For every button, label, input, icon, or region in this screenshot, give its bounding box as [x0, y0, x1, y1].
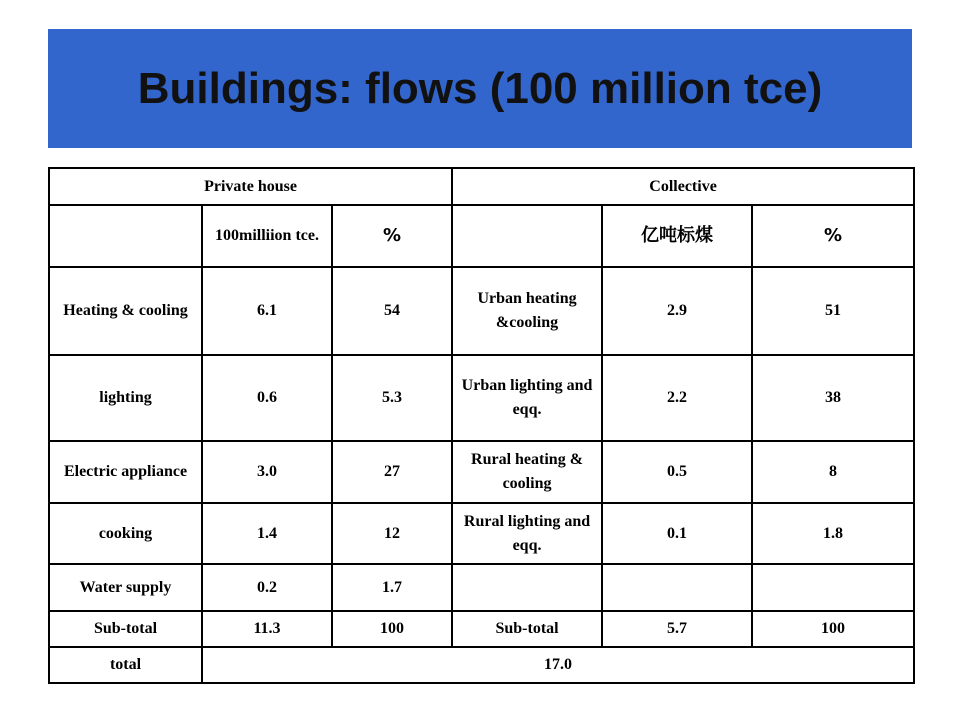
private-value: 0.2	[202, 564, 332, 611]
collective-subtotal-value: 5.7	[602, 611, 752, 647]
collective-category: Urban heating &cooling	[452, 267, 602, 355]
private-percent: 5.3	[332, 355, 452, 441]
collective-category: Rural lighting and eqq.	[452, 503, 602, 564]
collective-percent: 8	[752, 441, 914, 503]
private-category: Electric appliance	[49, 441, 202, 503]
table-subheader-row	[49, 205, 914, 267]
private-percent: 1.7	[332, 564, 452, 611]
table-row	[49, 564, 914, 611]
collective-subtotal-label: Sub-total	[452, 611, 602, 647]
collective-value: 0.5	[602, 441, 752, 503]
table-row	[49, 355, 914, 441]
collective-value: 2.2	[602, 355, 752, 441]
collective-percent: 51	[752, 267, 914, 355]
total-value: 17.0	[202, 647, 914, 683]
private-value: 1.4	[202, 503, 332, 564]
private-value: 6.1	[202, 267, 332, 355]
private-subtotal-label: Sub-total	[49, 611, 202, 647]
collective-subtotal-percent: 100	[752, 611, 914, 647]
private-percent: 27	[332, 441, 452, 503]
private-subtotal-percent: 100	[332, 611, 452, 647]
total-label: total	[49, 647, 202, 683]
table-row	[49, 267, 914, 355]
title-banner	[48, 29, 912, 148]
subheader-collective-percent: %	[752, 205, 914, 267]
subheader-collective-blank	[452, 205, 602, 267]
header-collective: Collective	[452, 168, 914, 205]
page-title: Buildings: flows (100 million tce)	[137, 63, 823, 113]
private-category: Heating & cooling	[49, 267, 202, 355]
subheader-private-percent: %	[332, 205, 452, 267]
collective-category	[452, 564, 602, 611]
table-row	[49, 441, 914, 503]
private-category: Water supply	[49, 564, 202, 611]
collective-percent: 38	[752, 355, 914, 441]
collective-value: 2.9	[602, 267, 752, 355]
collective-percent: 1.8	[752, 503, 914, 564]
collective-value: 0.1	[602, 503, 752, 564]
subtotal-row	[49, 611, 914, 647]
table-header-row	[49, 168, 914, 205]
collective-percent	[752, 564, 914, 611]
private-category: cooking	[49, 503, 202, 564]
private-percent: 12	[332, 503, 452, 564]
private-category: lighting	[49, 355, 202, 441]
subheader-private-blank	[49, 205, 202, 267]
private-value: 0.6	[202, 355, 332, 441]
collective-category: Urban lighting and eqq.	[452, 355, 602, 441]
private-value: 3.0	[202, 441, 332, 503]
collective-category: Rural heating & cooling	[452, 441, 602, 503]
total-row	[49, 647, 914, 683]
private-subtotal-value: 11.3	[202, 611, 332, 647]
collective-value	[602, 564, 752, 611]
subheader-private-unit: 100milliion tce.	[202, 205, 332, 267]
header-private-house: Private house	[49, 168, 452, 205]
private-percent: 54	[332, 267, 452, 355]
table-row	[49, 503, 914, 564]
flows-table	[48, 167, 915, 684]
subheader-collective-unit: 亿吨标煤	[602, 205, 752, 267]
